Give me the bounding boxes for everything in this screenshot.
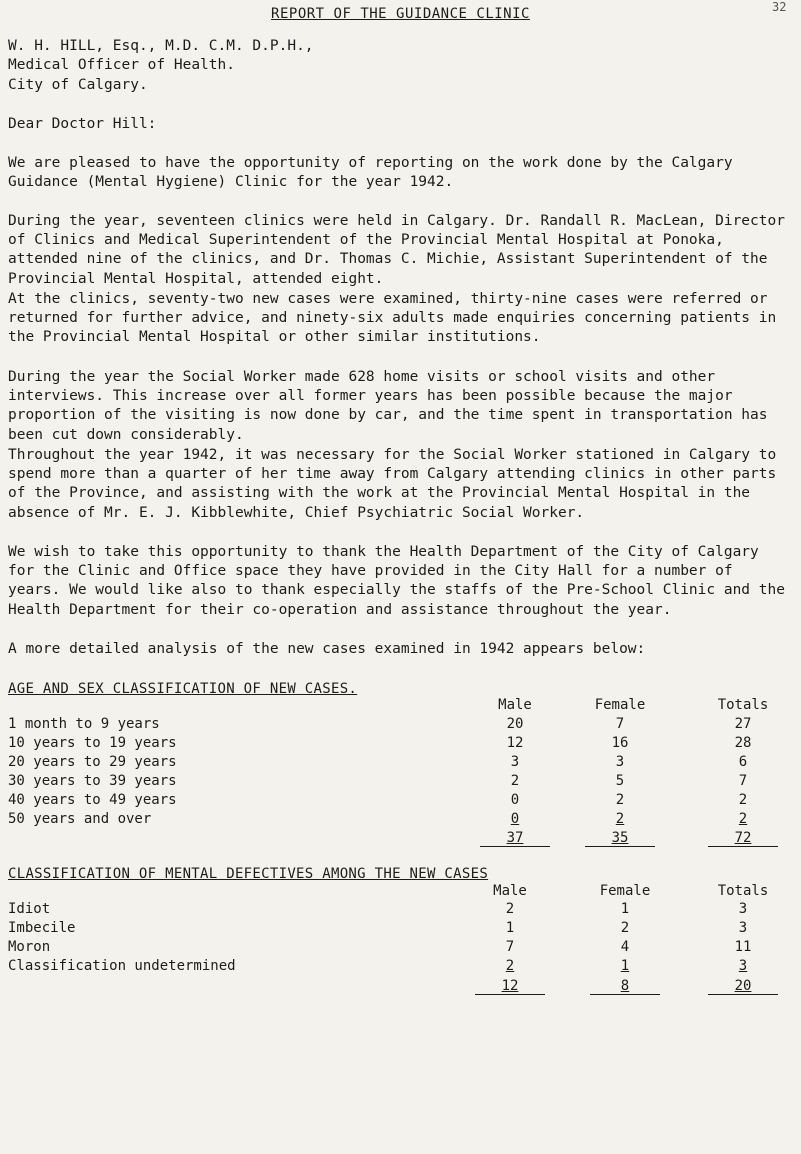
row-label: Classification undetermined [8, 958, 236, 974]
paragraph-analysis: A more detailed analysis of the new cases examined in 1942 appears below: [8, 641, 646, 657]
cell-female: 4 [620, 939, 630, 955]
cell-male: 2 [510, 773, 520, 789]
cell-female: 1 [620, 901, 630, 917]
cell-male: 3 [510, 754, 520, 770]
total-all: 20 [708, 978, 778, 995]
table-row [0, 792, 801, 810]
header-male: Male [493, 883, 527, 899]
row-label: 10 years to 19 years [8, 735, 177, 751]
address-line-2: Medical Officer of Health. [8, 57, 235, 73]
cell-male: 2 [505, 958, 515, 974]
cell-male: 20 [506, 716, 524, 732]
row-label: Moron [8, 939, 51, 955]
age-table-header [0, 697, 801, 715]
salutation: Dear Doctor Hill: [8, 116, 157, 132]
cell-male: 0 [510, 792, 520, 808]
cell-male: 1 [505, 920, 515, 936]
page-mark: 32 [772, 0, 787, 14]
header-female: Female [599, 883, 651, 899]
total-all: 72 [708, 830, 778, 847]
total-female: 35 [585, 830, 655, 847]
paragraph-visits: During the year the Social Worker made 628 home visits or school visits and other interviews. This increase over all former years has been possible because the major proportion of the visiting is now done by car, and the time spent in transportation has been cut down considerably. [8, 369, 768, 443]
header-male: Male [498, 697, 532, 713]
cell-total: 2 [738, 792, 748, 808]
table-row [0, 920, 801, 938]
table-row [0, 773, 801, 791]
cell-total: 2 [738, 811, 748, 827]
table-row [0, 901, 801, 919]
paragraph-intro: We are pleased to have the opportunity of reporting on the work done by the Calgary Guidance (Mental Hygiene) Clinic for the year 1942. [8, 155, 733, 191]
table-row [0, 958, 801, 976]
address-line-3: City of Calgary. [8, 77, 148, 93]
cell-female: 1 [620, 958, 630, 974]
defect-table-header [0, 883, 801, 901]
cell-male: 12 [506, 735, 524, 751]
total-male: 12 [475, 978, 545, 995]
total-female: 8 [590, 978, 660, 995]
cell-female: 2 [620, 920, 630, 936]
cell-male: 7 [505, 939, 515, 955]
row-label: Idiot [8, 901, 51, 917]
cell-total: 3 [738, 901, 748, 917]
report-title: REPORT OF THE GUIDANCE CLINIC [271, 6, 530, 22]
cell-female: 16 [611, 735, 629, 751]
cell-female: 2 [615, 811, 625, 827]
cell-total: 11 [734, 939, 752, 955]
cell-total: 3 [738, 920, 748, 936]
cell-total: 7 [738, 773, 748, 789]
row-label: 30 years to 39 years [8, 773, 177, 789]
header-female: Female [594, 697, 646, 713]
cell-female: 2 [615, 792, 625, 808]
cell-total: 28 [734, 735, 752, 751]
row-label: 50 years and over [8, 811, 152, 827]
defect-table-title: CLASSIFICATION OF MENTAL DEFECTIVES AMONG THE NEW CASES [8, 866, 489, 882]
table-row [0, 811, 801, 829]
row-label: 1 month to 9 years [8, 716, 160, 732]
cell-female: 5 [615, 773, 625, 789]
cell-total: 3 [738, 958, 748, 974]
cell-female: 7 [615, 716, 625, 732]
cell-female: 3 [615, 754, 625, 770]
table-row [0, 735, 801, 753]
table-row [0, 939, 801, 957]
row-label: Imbecile [8, 920, 76, 936]
address-line-1: W. H. HILL, Esq., M.D. C.M. D.P.H., [8, 38, 314, 54]
header-totals: Totals [717, 697, 769, 713]
header-totals: Totals [717, 883, 769, 899]
row-label: 40 years to 49 years [8, 792, 177, 808]
row-label: 20 years to 29 years [8, 754, 177, 770]
table-totals-row [0, 978, 801, 996]
cell-total: 6 [738, 754, 748, 770]
cell-total: 27 [734, 716, 752, 732]
table-row [0, 716, 801, 734]
paragraph-clinics: During the year, seventeen clinics were held in Calgary. Dr. Randall R. MacLean, Director of Clinics and Medical Superintendent of the Provincial Mental Hospital at Ponoka, attended nine of the clinics, and Dr. Thomas C. Michie, Assistant Superintendent of the Provincial Mental Hospital, attended eight. [8, 213, 785, 287]
table-row [0, 754, 801, 772]
table-totals-row [0, 830, 801, 848]
paragraph-social-worker: Throughout the year 1942, it was necessary for the Social Worker stationed in Calgary to spend more than a quarter of her time away from Calgary attending clinics in other parts of the Province, and assisting with the work at the Provincial Mental Hospital in the absence of Mr. E. J. Kibblewhite, Chief Psychiatric Social Worker. [8, 447, 777, 521]
cell-male: 0 [510, 811, 520, 827]
paragraph-cases: At the clinics, seventy-two new cases were examined, thirty-nine cases were referred or returned for further advice, and ninety-six adults made enquiries concerning patients in the Provincial Mental Hospital or other similar institutions. [8, 291, 777, 346]
total-male: 37 [480, 830, 550, 847]
cell-male: 2 [505, 901, 515, 917]
age-table-title: AGE AND SEX CLASSIFICATION OF NEW CASES. [8, 681, 358, 697]
paragraph-thanks: We wish to take this opportunity to thank the Health Department of the City of Calgary for the Clinic and Office space they have provided in the City Hall for a number of years. We would like also to thank especially the staffs of the Pre-School Clinic and the Health Department for their co-operation and assistance throughout the year. [8, 544, 785, 618]
